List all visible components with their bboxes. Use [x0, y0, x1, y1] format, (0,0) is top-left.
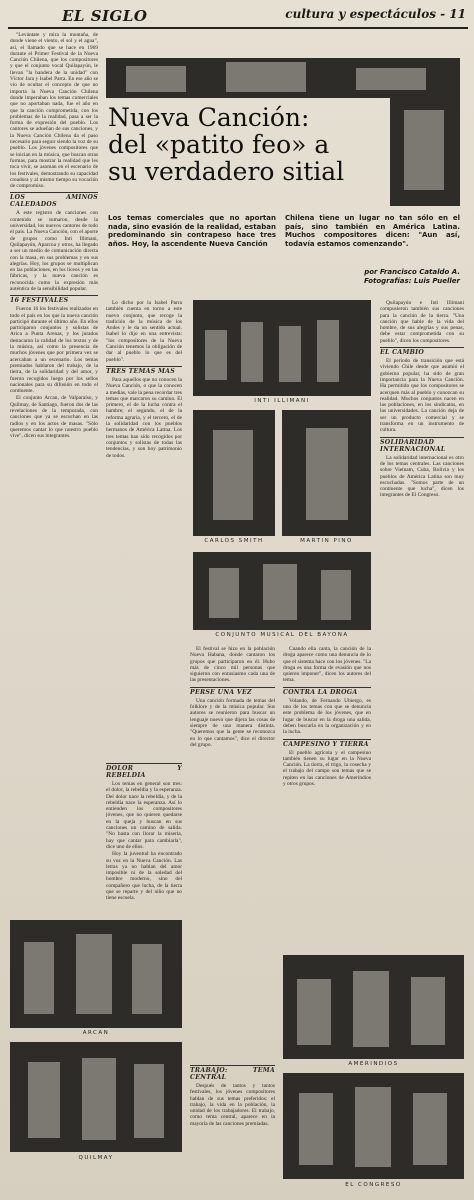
paragraph: "Levántate y mira la montaña, de donde viene el viento, el sol y el agua", así, el llamado que se hace en 1969 durante el Primer Festival de la Nueva Canción Chilena, que los compositores y que el conjunto vocal Quilapayún, le llevan "la bandera de la unidad" con Víctor Jara y Isabel Parra. En ese año se vio de ocultar el concepto de que no importa la Nueva Canción Chilena donde imperaban los temas comerciales que no aportaban nada, fue el año en que la canción comprometida, con los problemas de la realidad, pasa a ser la forma de expresión del pueblo. Los cantores se adueñan de sus canciones, y la Nueva Canción Chilena da el paso necesario para seguir siendo la voz de su pueblo. Los jóvenes compositores que se inician en la música, que buscan otras formas, para mostrar la realidad que les toca vivir, se asoman en el escenario de los festivales, demostrando su capacidad creadora y al mismo tiempo su vocación de compromiso. [10, 32, 98, 190]
photo-arcan [10, 920, 182, 1028]
paragraph: El período de transición que está viviendo Chile desde que asumió el gobierno popular, ha sido de gran importancia para la Nueva Canción. Ha permitido que los compositores se acerquen más al pueblo y conozcan su realidad. Muchos conjuntos nacen en las poblaciones, en los sindicatos, en las universidades. La canción deja de ser un producto comercial y se transforma en un instrumento de cultura. [380, 358, 464, 434]
section-heading-campesino: CAMPESINO Y TIERRA [283, 739, 371, 748]
caption-carlos: CARLOS SMITH [204, 538, 264, 544]
headline-line-2: del «patito feo» a [108, 130, 330, 159]
deck-right: Chilena tiene un lugar no tan sólo en el país, sino también en América Latina. Muchos compositores dicen: "Aun así, todavía estamos comenzando". [285, 214, 460, 248]
masthead-rule [8, 27, 468, 29]
headline-line-1: Nueva Canción: [108, 103, 310, 132]
paragraph: Después de tantos y tantos festivales, los jóvenes compositores hablan de sus temas preferidos: el trabajo, la vida en la población, la unidad de los trabajadores. El trabajo, como tema central, aparece en la mayoría de las canciones premiadas. [190, 1083, 275, 1127]
paragraph: El conjunto Arcan, de Valparaíso, y Quilmay, de Santiago, fueron dos de las revelaciones de la temporada, con canciones que ya se escuchan en las radios y en los actos de masas. "Sólo queremos cantar lo que nuestro pueblo vive", dicen sus integrantes. [10, 395, 98, 440]
column-5 [380, 300, 464, 940]
paragraph: La solidaridad internacional es otro de los temas centrales. Las canciones sobre Vietnam, Cuba, Bolivia y los pueblos de América Latina son muy escuchadas. "Somos parte de un continente que lucha", dicen los integrantes de El Congreso. [380, 454, 464, 499]
paragraph: Una canción formada de temas del folklore y de la música popular. Sus autores se reunieron para buscar un lenguaje nuevo que dijera las cosas de siempre de una manera distinta. "Queremos que la gente se reconozca en lo que cantamos", dice el director del grupo. [190, 697, 275, 748]
headline [108, 104, 398, 185]
column-4 [283, 646, 371, 936]
photo-conjunto-bayona [193, 552, 371, 630]
newspaper-title: EL SIGLO [62, 7, 148, 25]
paragraph: El pueblo agrícola y el campesino también tienen su lugar en la Nueva Canción. La tierra, el trigo, la cosecha y el trabajo del campo son temas que se repiten en las canciones de Amerindios y otros grupos. [283, 749, 371, 788]
caption-arcan: ARCAN [82, 1030, 110, 1036]
paragraph: Fueron 16 los festivales realizados en todo el país en los que la nueva canción participó durante el último año. En ellos participaron conjuntos y solistas de Arica a Punta Arenas, y los jurados destacaron la calidad de los textos y de la música, así como la presencia de muchos jóvenes que por primera vez se acercaban a un escenario. Los temas premiados hablaron del trabajo, de la tierra, de la solidaridad y del amor, y fueron recogidos luego por los sellos nacionales para su difusión en todo el continente. [10, 306, 98, 395]
column-2 [106, 300, 182, 755]
caption-congreso: EL CONGRESO [345, 1182, 402, 1188]
section-heading-cambio: EL CAMBIO [380, 347, 464, 356]
section-heading-solidaridad: SOLIDARIDAD INTERNACIONAL [380, 437, 464, 453]
caption-baiona: CONJUNTO MUSICAL DEL BAYONA [215, 632, 349, 638]
caption-inti: INTI ILLIMANI [254, 398, 310, 404]
section-heading-vez: PERSE UNA VEZ [190, 687, 275, 696]
caption-amerindios: AMERINDIOS [348, 1061, 399, 1067]
photo-quilmay [10, 1042, 182, 1152]
section-title: cultura y espectáculos - 11 [285, 7, 466, 21]
paragraph: Lo dicho por la Isabel Parra también cuenta en torno a este nuevo conjunto, que recoge la tradición de la música de los Andes y le da un sentido actual. Isabel lo dijo en una entrevista: "los compositores de la Nueva Canción tenemos la obligación de dar al pueblo lo que es del pueblo". [106, 300, 182, 363]
photo-amerindios [283, 955, 464, 1059]
section-heading-dolor: DOLOR Y REBELDIA [106, 765, 182, 779]
paragraph: Volando, de Fernando Ubiergo, es uno de los temas con que se denuncia este problema de los jóvenes, que en lugar de buscar en la droga una salida, deben buscarla en la organización y en la lucha. [283, 697, 371, 736]
paragraph: Los temas en general son tres: el dolor, la rebeldía y la esperanza. Del dolor nace la rebeldía, y de la rebeldía nace la esperanza. Así lo entienden los compositores jóvenes, que no quieren quedarse en la queja y buscan en sus canciones un camino de salida. "No basta con llorar la miseria, hay que cantar para cambiarla", dice uno de ellos. [106, 781, 182, 850]
column-3-lower [190, 1062, 275, 1192]
byline-photos: Fotografías: Luis Pueller [363, 277, 460, 285]
byline-author: por Francisco Cataldo A. [364, 268, 460, 276]
section-heading-tres-temas: TRES TEMAS MAS [106, 366, 182, 375]
section-heading-trabajo: TRABAJO: TEMA CENTRAL [190, 1067, 275, 1081]
section-heading-droga: CONTRA LA DROGA [283, 687, 371, 696]
header-photo [106, 58, 460, 98]
section-heading-aminos: LOS AMINOS CALEDADOS [10, 194, 98, 209]
section-heading-festivales: 16 FESTIVALES [10, 295, 98, 304]
paragraph: A este registro de canciones con contenido se sumaron, desde la universidad, los nuevos cantores de todo el país. La Nueva Canción, con el aporte de grupos como Inti Illimani, Quilapayún, Aparcoa y otros, ha llegado a ser un medio de comunicación directa con la masa, en sus problemas y en sus alegrías. Hoy, los grupos se multiplican en las poblaciones, en los liceos y en las fábricas, y la nueva canción es reconocida como la expresión más auténtica de la sensibilidad popular. [10, 210, 98, 292]
paragraph: Quilapayún e Inti Illimani compusieron también sus canciones para la canción de la tierra. "Una canción que hable de la vida del hombre, de sus alegrías y sus penas, debe estar comprometida con su pueblo", dicen los compositores. [380, 300, 464, 344]
deck-left: Los temas comerciales que no aportan nada, sino evasión de la realidad, estaban predominando sin contrapeso hace tres años. Hoy, la ascendente Nueva Canción [108, 214, 276, 248]
caption-quilmay: QUILMAY [78, 1155, 114, 1161]
headline-line-3: su verdadero sitial [108, 157, 345, 186]
photo-martin-pino [282, 410, 371, 536]
paragraph: Para aquellos que no conocen la Nueva Canción, o que la conocen a medias, vale la pena recordar tres temas que marcaron su camino. El primero, el de la lucha contra el hambre; el segundo, el de la reforma agraria, y el tercero, el de la solidaridad con los pueblos hermanos de América Latina. Los tres temas han sido recogidos por conjuntos y solistas de todas las tendencias, y son hoy patrimonio de todos. [106, 376, 182, 459]
byline [285, 268, 460, 286]
paragraph: El festival se hizo en la población Nueva Habana, donde cantaron los grupos que participaron en él. Hubo más de cinco mil personas que siguieron con entusiasmo cada una de las presentaciones. [190, 646, 275, 684]
photo-carlos-smith [193, 410, 275, 536]
caption-martin: MARTIN PINO [300, 538, 353, 544]
photo-el-congreso [283, 1073, 464, 1179]
paragraph: Cuando ella canta, la canción de la droga aparece como una denuncia de lo que el sistema hace con los jóvenes. "La droga es una forma de evasión que nos quieren imponer", dicen los autores del tema. [283, 646, 371, 684]
photo-inti-illimani [193, 300, 371, 396]
header-photo-side [390, 96, 460, 206]
paragraph: Hoy la juventud ha encontrado su voz en la Nueva Canción. Las letras ya no hablan del amor imposible ni de la soledad del hombre moderno, sino del compañero que lucha, de la tierra que se reparte y del niño que no tiene escuela. [106, 851, 182, 902]
